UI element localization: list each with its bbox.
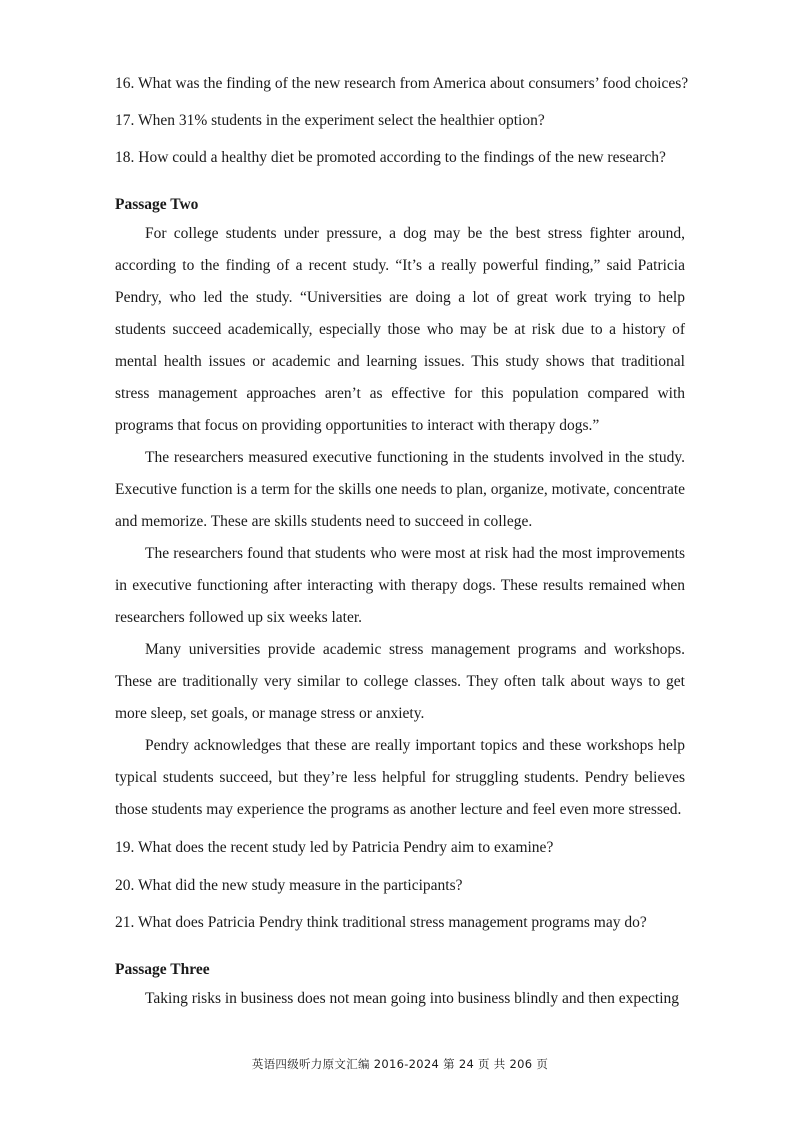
passage-two-paragraph: Many universities provide academic stress management programs and workshops. These are traditionally very similar to college classes. They often talk about ways to get more sleep, set goals, or manage stress or anxiety.: [115, 641, 685, 723]
passage-two-paragraph: For college students under pressure, a dog may be the best stress fighter around, according to the finding of a recent study. “It’s a really powerful finding,” said Patricia Pendry, who led the study. “Universities are doing a lot of great work trying to help students succeed academically, especially those who may be at risk due to a history of mental health issues or academic and learning issues. This study shows that traditional stress management approaches aren’t as effective for this population compared with programs that focus on providing opportunities to interact with therapy dogs.”: [115, 225, 685, 435]
question-19: 19. What does the recent study led by Patricia Pendry aim to examine?: [115, 839, 554, 857]
question-18: 18. How could a healthy diet be promoted according to the findings of the new research?: [115, 149, 666, 167]
question-20: 20. What did the new study measure in the participants?: [115, 876, 463, 894]
question-list-top: [115, 74, 689, 168]
question-list-mid: [115, 838, 685, 932]
passage-three-title: Passage Three: [115, 960, 210, 978]
question-17: 17. When 31% students in the experiment select the healthier option?: [115, 112, 545, 130]
question-21: 21. What does Patricia Pendry think traditional stress management programs may do?: [115, 913, 647, 931]
passage-two-paragraph: The researchers measured executive functioning in the students involved in the study. Executive function is a term for the skills one needs to plan, organize, motivate, concentrate and memorize. These are skills students need to succeed in college.: [115, 449, 686, 531]
page-footer: 英语四级听力原文汇编 2016-2024 第 24 页 共 206 页: [251, 1057, 549, 1071]
passage-two-title: Passage Two: [115, 196, 199, 214]
question-16: 16. What was the finding of the new research from America about consumers’ food choices?: [115, 75, 689, 92]
document-page: [115, 60, 689, 1015]
passage-three-first-line: Taking risks in business does not mean going into business blindly and then expecting: [145, 989, 680, 1007]
passage-two-paragraph: The researchers found that students who were most at risk had the most improvements in executive functioning after interacting with therapy dogs. These results remained when researchers followed up six weeks later.: [115, 545, 685, 627]
passage-two-paragraph: Pendry acknowledges that these are really important topics and these workshops help typical students succeed, but they’re less helpful for struggling students. Pendry believes those students may experience the programs as another lecture and feel even more stressed.: [115, 737, 685, 819]
passage-two-body: [115, 218, 685, 826]
